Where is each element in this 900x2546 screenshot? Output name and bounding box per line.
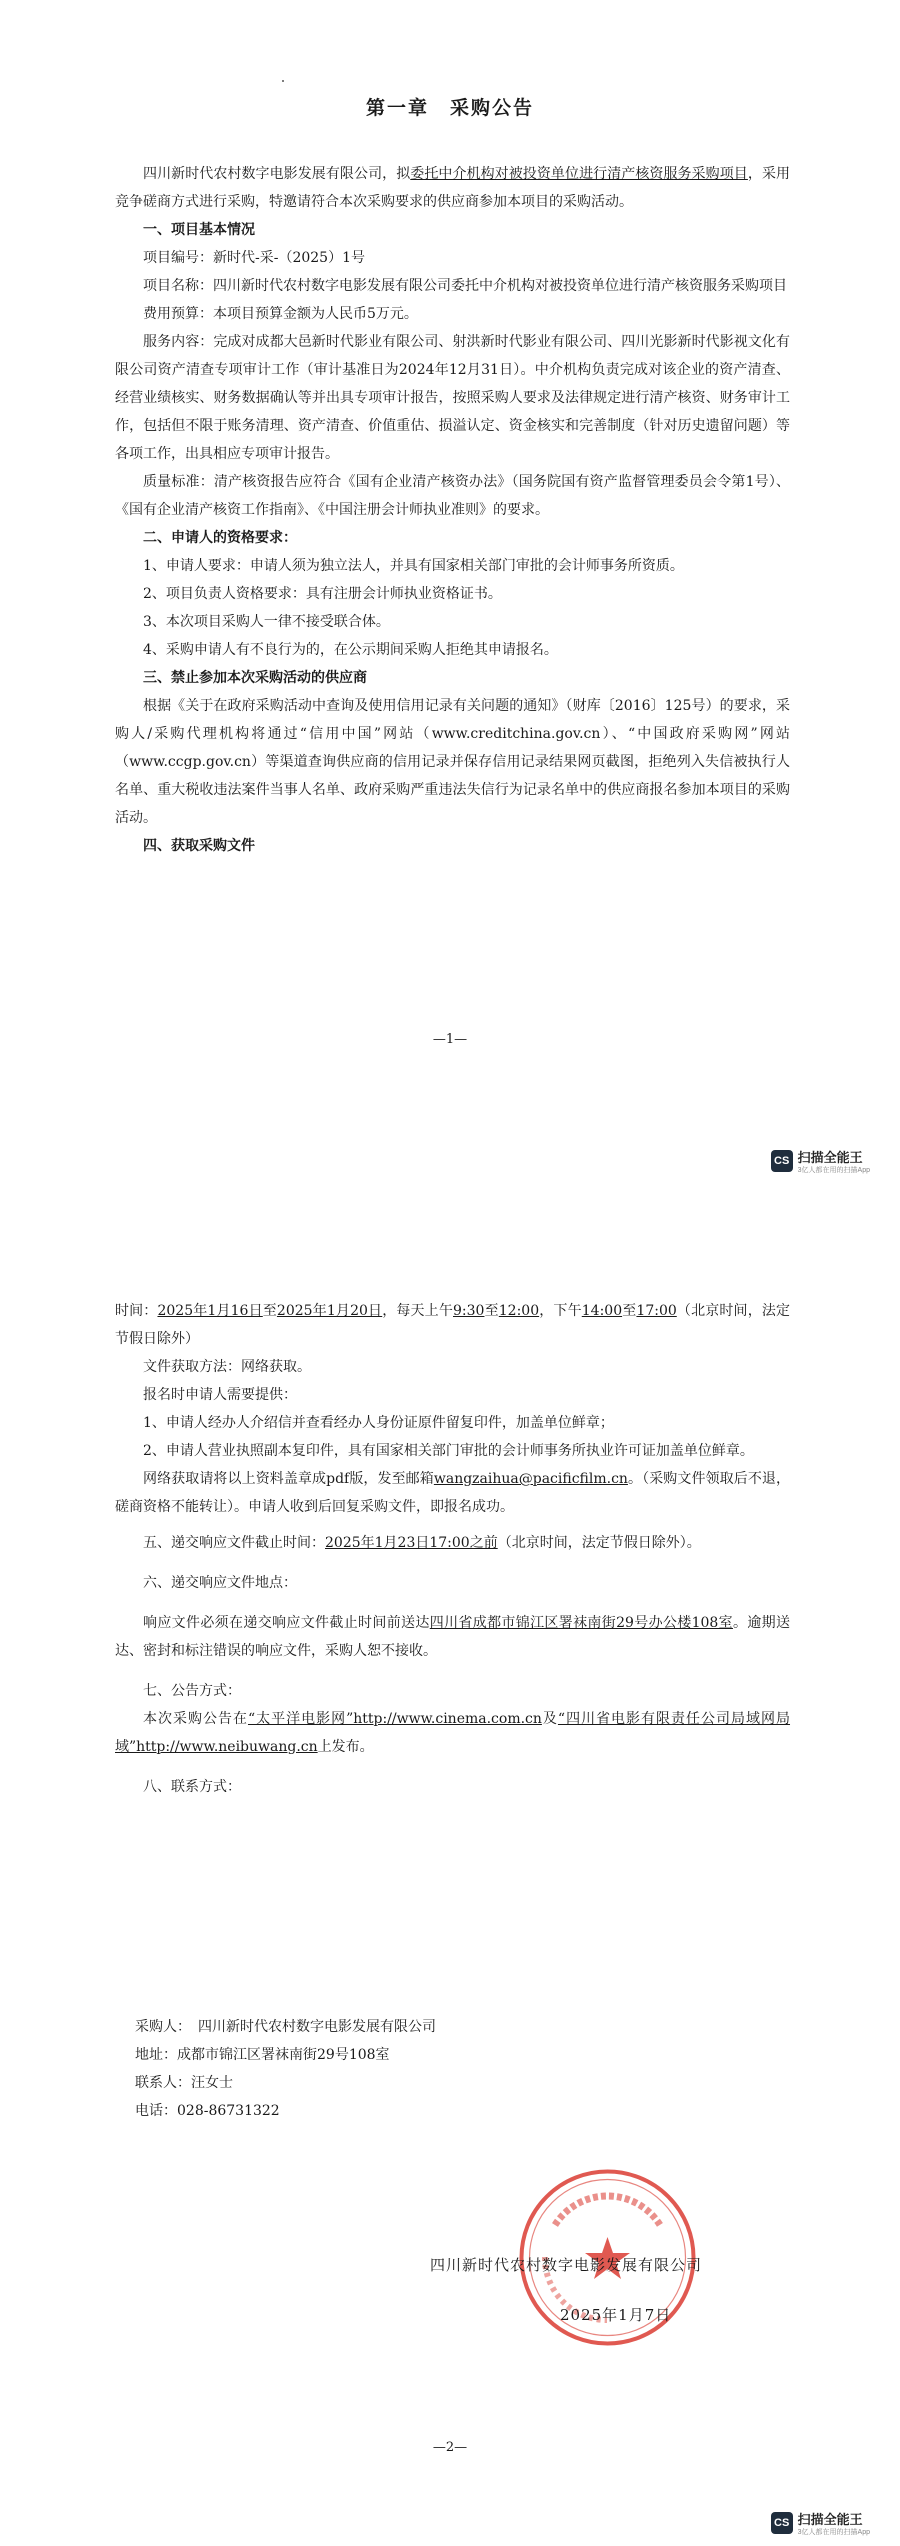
phone-line: 电话：028-86731322 (135, 2103, 280, 2119)
site-1: “太平洋电影网”http://www.cinema.com.cn (247, 1711, 542, 1727)
watermark-name: 扫描全能王 (797, 2512, 863, 2527)
requirement-4: 4、采购申请人有不良行为的，在公示期间采购人拒绝其申请报名。 (143, 642, 558, 658)
acquire-time: 时间：2025年1月16日至2025年1月20日，每天上午9:30至12:00，下午14:00至17:00（北京时间，法定节假日除外） (115, 1303, 791, 1347)
address-line: 地址：成都市锦江区署袜南街29号108室 (135, 2047, 390, 2063)
service-content: 服务内容：完成对成都大邑新时代影业有限公司、射洪新时代影业有限公司、四川光影新时代影视文化有限公司资产清查专项审计工作（审计基准日为2024年12月31日）。中介机构负责完成对该企业的资产清查、经营业绩核实、财务数据确认等并出具专项审计报告，按照采购人要求及法律规定进行清产核资、财务审计工作，包括但不限于账务清理、资产清查、价值重估、损溢认定、资金核实和完善制度（针对历史遗留问题）等各项工作，出具相应专项审计报告。 (115, 334, 790, 462)
location-paragraph: 响应文件必须在递交响应文件截止时间前送达四川省成都市锦江区署袜南街29号办公楼108室。逾期送达、密封和标注错误的响应文件，采购人恕不接收。 (115, 1615, 791, 1659)
section-3-heading: 三、禁止参加本次采购活动的供应商 (143, 670, 367, 686)
section-6-heading: 六、递交响应文件地点： (143, 1575, 297, 1591)
page-number-1: —1— (432, 1032, 468, 1047)
section-3-text: 根据《关于在政府采购活动中查询及使用信用记录有关问题的通知》（财库〔2016〕125号）的要求，采购人/采购代理机构将通过“信用中国”网站（www.creditchina.gov.cn）、“中国政府采购网”网站（www.ccgp.gov.cn）等渠道查询供应商的信用记录并保存信用记录结果网页截图，拒绝列入失信被执行人名单、重大税收违法案件当事人名单、政府采购严重违法失信行为记录名单中的供应商报名参加本项目的采购活动。 (115, 698, 790, 826)
watermark-name: 扫描全能王 (797, 1150, 863, 1165)
buyer-line: 采购人： 四川新时代农村数字电影发展有限公司 (135, 2019, 436, 2035)
provide-heading: 报名时申请人需要提供： (143, 1387, 297, 1403)
intro-paragraph: 四川新时代农村数字电影发展有限公司，拟委托中介机构对被投资单位进行清产核资服务采购项目，采用竞争磋商方式进行采购，特邀请符合本次采购要求的供应商参加本项目的采购活动。 (115, 166, 791, 210)
email-instructions: 网络获取请将以上资料盖章成pdf版，发至邮箱wangzaihua@pacificfilm.cn。（采购文件领取后不退，磋商资格不能转让）。申请人收到后回复采购文件，即报名成功。 (115, 1471, 791, 1515)
site-2: “四川省电影有限责任公司局域网局域”http://www.neibuwang.cn (115, 1711, 791, 1755)
section-7-heading: 七、公告方式： (143, 1683, 241, 1699)
camscanner-logo-icon: CS (771, 2512, 793, 2534)
project-number: 项目编号：新时代-采-（2025）1号 (143, 250, 365, 266)
contact-person-line: 联系人：汪女士 (135, 2075, 233, 2091)
signature-date: 2025年1月7日 (560, 2306, 672, 2324)
deadline-paragraph: 五、递交响应文件截止时间：2025年1月23日17:00之前（北京时间，法定节假日除外）。 (143, 1535, 701, 1551)
camscanner-logo-icon: CS (771, 1150, 793, 1172)
requirement-3: 3、本次项目采购人一律不接受联合体。 (143, 614, 390, 630)
signature-company: 四川新时代农村数字电影发展有限公司 (430, 2256, 703, 2274)
project-budget: 费用预算：本项目预算金额为人民币5万元。 (143, 306, 418, 322)
page-number-2: —2— (432, 2440, 468, 2455)
project-name: 项目名称：四川新时代农村数字电影发展有限公司委托中介机构对被投资单位进行清产核资服务采购项目 (143, 278, 787, 294)
project-name-underlined: 委托中介机构对被投资单位进行清产核资服务采购项目 (410, 166, 748, 182)
provide-item-1: 1、申请人经办人介绍信并查看经办人身份证原件留复印件，加盖单位鲜章； (143, 1415, 614, 1431)
watermark-tagline: 3亿人都在用的扫描App (797, 2529, 870, 2536)
publish-paragraph: 本次采购公告在“太平洋电影网”http://www.cinema.com.cn及“四川省电影有限责任公司局域网局域”http://www.neibuwang.cn上发布。 (115, 1711, 791, 1755)
page-1-body (115, 160, 790, 860)
section-2-heading: 二、申请人的资格要求： (143, 530, 297, 546)
scan-speck (282, 80, 284, 82)
section-8-heading: 八、联系方式： (143, 1779, 241, 1795)
provide-item-2: 2、申请人营业执照副本复印件，具有国家相关部门审批的会计师事务所执业许可证加盖单位鲜章。 (143, 1443, 754, 1459)
requirement-2: 2、项目负责人资格要求：具有注册会计师执业资格证书。 (143, 586, 502, 602)
watermark-tagline: 3亿人都在用的扫描App (797, 1167, 870, 1174)
quality-standard: 质量标准：清产核资报告应符合《国有企业清产核资办法》（国务院国有资产监督管理委员会令第1号）、《国有企业清产核资工作指南》、《中国注册会计师执业准则》的要求。 (115, 474, 790, 518)
camscanner-watermark-1 (771, 1150, 870, 1176)
chapter-title: 第一章 采购公告 (365, 97, 534, 119)
camscanner-watermark-2 (771, 2512, 870, 2538)
section-4-heading: 四、获取采购文件 (143, 838, 255, 854)
contact-block (135, 2013, 436, 2125)
location-address: 四川省成都市锦江区署袜南街29号办公楼108室 (429, 1615, 733, 1631)
email-address: wangzaihua@pacificfilm.cn (433, 1471, 628, 1487)
acquire-method: 文件获取方法：网络获取。 (143, 1359, 311, 1375)
page-1 (0, 0, 900, 1240)
deadline-value: 2025年1月23日17:00之前 (325, 1535, 498, 1551)
page-2-body (115, 1297, 790, 1801)
section-1-heading: 一、项目基本情况 (143, 222, 255, 238)
requirement-1: 1、申请人要求：申请人须为独立法人，并具有国家相关部门审批的会计师事务所资质。 (143, 558, 684, 574)
